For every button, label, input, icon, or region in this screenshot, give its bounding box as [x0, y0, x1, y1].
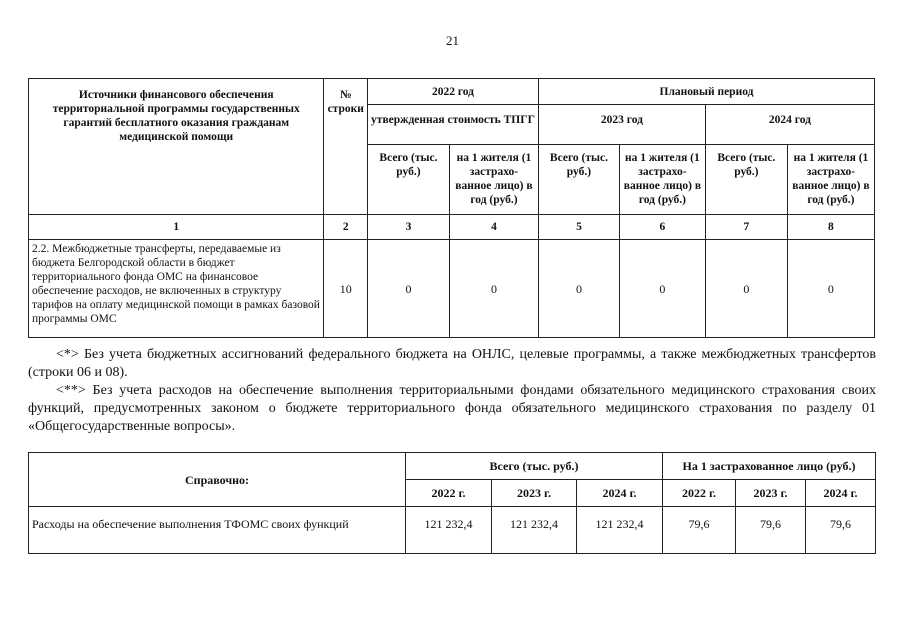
header-total-2022: Всего (тыс. руб.)	[367, 145, 449, 215]
col-number: 8	[787, 215, 874, 240]
value-cell: 0	[619, 240, 705, 338]
header-total: Всего (тыс. руб.)	[406, 453, 663, 480]
financing-sources-table	[28, 78, 875, 338]
col-number: 5	[538, 215, 619, 240]
header-year-2023: 2023 год	[538, 105, 705, 145]
col-number: 3	[367, 215, 449, 240]
value-cell: 79,6	[663, 507, 736, 554]
header-per-insured: На 1 застрахованное лицо (руб.)	[663, 453, 876, 480]
value-cell: 121 232,4	[577, 507, 663, 554]
header-source: Источники финансового обеспечения территориальной программы государственных гарантий бесплатного оказания гражданам медицинской помощи	[29, 79, 324, 215]
header-per-resident-2024: на 1 жителя (1 застрахо-ванное лицо) в год (руб.)	[787, 145, 874, 215]
header-year-2024: 2024 год	[705, 105, 874, 145]
header-planning-period: Плановый период	[538, 79, 874, 105]
value-cell: 0	[449, 240, 538, 338]
col-number: 1	[29, 215, 324, 240]
col-number: 7	[705, 215, 787, 240]
col-number: 2	[324, 215, 368, 240]
value-cell: 121 232,4	[406, 507, 492, 554]
header-per-resident-2023: на 1 жителя (1 застрахо-ванное лицо) в год (руб.)	[619, 145, 705, 215]
value-cell: 0	[538, 240, 619, 338]
page-number: 21	[446, 33, 459, 48]
value-cell: 0	[367, 240, 449, 338]
header-year-2022: 2022 год	[367, 79, 538, 105]
year-header: 2024 г.	[577, 480, 663, 507]
value-cell: 79,6	[806, 507, 876, 554]
header-per-resident-2022: на 1 жителя (1 застрахо-ванное лицо) в год (руб.)	[449, 145, 538, 215]
year-header: 2023 г.	[736, 480, 806, 507]
year-header: 2024 г.	[806, 480, 876, 507]
year-header: 2022 г.	[663, 480, 736, 507]
header-total-2023: Всего (тыс. руб.)	[538, 145, 619, 215]
col-number: 4	[449, 215, 538, 240]
col-number: 6	[619, 215, 705, 240]
reference-table	[28, 452, 876, 554]
value-cell: 0	[787, 240, 874, 338]
row-line-number: 10	[324, 240, 368, 338]
footnote-2: <**> Без учета расходов на обеспечение выполнения территориальными фондами обязательного медицинского страхования своих функций, предусмотренных законом о бюджете территориального фонда обязательного медицинского страхования по разделу 01 «Общегосударственные вопросы».	[28, 383, 876, 434]
year-header: 2023 г.	[492, 480, 577, 507]
header-row-number: № строки	[324, 79, 368, 215]
year-header: 2022 г.	[406, 480, 492, 507]
header-total-2024: Всего (тыс. руб.)	[705, 145, 787, 215]
value-cell: 0	[705, 240, 787, 338]
row-label: 2.2. Межбюджетные трансферты, передаваемые из бюджета Белгородской области в бюджет территориального фонда ОМС на финансовое обеспечение расходов, не включенных в структуру тарифов на оплату медицинской помощи в рамках базовой программы ОМС	[29, 240, 324, 338]
footnote-1: <*> Без учета бюджетных ассигнований федерального бюджета на ОНЛС, целевые программы, а также межбюджетных трансфертов (строки 06 и 08).	[28, 347, 876, 380]
value-cell: 79,6	[736, 507, 806, 554]
reference-header: Справочно:	[29, 453, 406, 507]
header-approved-cost: утвержденная стоимость ТПГГ	[367, 105, 538, 145]
footnotes	[28, 346, 876, 436]
value-cell: 121 232,4	[492, 507, 577, 554]
reference-row-label: Расходы на обеспечение выполнения ТФОМС своих функций	[29, 507, 406, 554]
